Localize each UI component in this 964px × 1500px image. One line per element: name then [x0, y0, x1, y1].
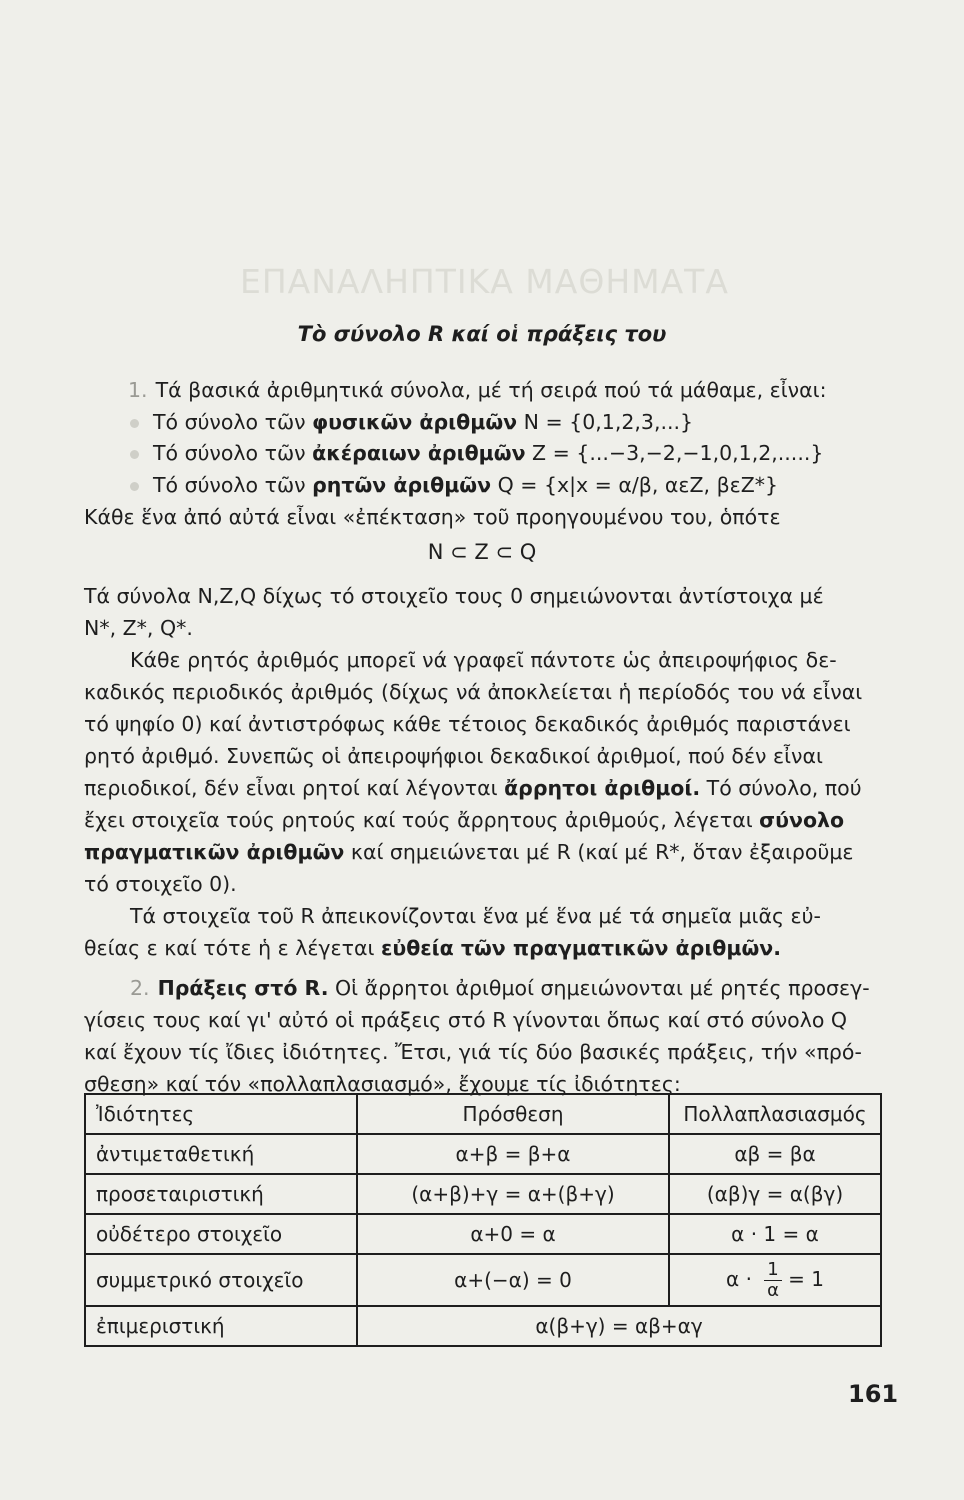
bullet-icon	[130, 482, 139, 491]
paragraph-line: πραγματικῶν ἀριθμῶν καί σημειώνεται μέ R (καί μέ R*, ὅταν ἐξαιροῦμε	[84, 840, 854, 864]
table-header-row	[85, 1094, 881, 1134]
term-irrational: ἄρρητοι ἀριθμοί.	[504, 776, 701, 800]
page-number: 161	[848, 1380, 899, 1408]
header-addition: Πρόσθεση	[357, 1094, 669, 1134]
multiplication-cell: (αβ)γ = α(βγ)	[669, 1174, 881, 1214]
section1-number: 1.	[128, 378, 148, 402]
table-row	[85, 1306, 881, 1346]
paragraph-line: Τά στοιχεῖα τοῦ R ἀπεικονίζονται ἕνα μέ ἕνα μέ τά σημεῖα μιᾶς εὐ-	[130, 904, 821, 928]
addition-cell: α+0 = α	[357, 1214, 669, 1254]
multiplication-cell: α · 1 = α	[669, 1214, 881, 1254]
table-row	[85, 1174, 881, 1214]
property-name: οὐδέτερο στοιχεῖο	[85, 1214, 357, 1254]
bullet-rationals: Τό σύνολο τῶν ρητῶν ἀριθμῶν Q = {x|x = α/β, αεZ, βεZ*}	[130, 473, 778, 497]
bullet-integers: Τό σύνολο τῶν ἀκέραιων ἀριθμῶν Z = {...−3,−2,−1,0,1,2,.....}	[130, 441, 823, 465]
paragraph-line: καδικός περιοδικός ἀριθμός (δίχως νά ἀποκλείεται ἡ περίοδός του νά εἶναι	[84, 680, 863, 704]
paragraph-line: περιοδικοί, δέν εἶναι ρητοί καί λέγονται ἄρρητοι ἀριθμοί. Τό σύνολο, πού	[84, 776, 862, 800]
paragraph-line: τό ψηφίο 0) καί ἀντιστρόφως κάθε τέτοιος δεκαδικός ἀριθμός παριστάνει	[84, 712, 851, 736]
term-real-numbers: πραγματικῶν ἀριθμῶν	[84, 840, 345, 864]
section2-heading-line: 2. Πράξεις στό R. Οἱ ἄρρητοι ἀριθμοί σημειώνονται μέ ρητές προσεγ-	[130, 976, 870, 1000]
property-name: ἀντιμεταθετική	[85, 1134, 357, 1174]
property-name: ἐπιμεριστική	[85, 1306, 357, 1346]
addition-cell: α+(−α) = 0	[357, 1254, 669, 1306]
paragraph-line: N*, Z*, Q*.	[84, 616, 193, 640]
header-multiplication: Πολλαπλασιασμός	[669, 1094, 881, 1134]
property-name: προσεταιριστική	[85, 1174, 357, 1214]
section1-intro: 1. Τά βασικά ἀριθμητικά σύνολα, μέ τή σειρά πού τά μάθαμε, εἶναι:	[128, 378, 827, 402]
extension-text: Κάθε ἕνα ἀπό αὐτά εἶναι «ἐπέκταση» τοῦ προηγουμένου του, ὁπότε	[84, 505, 781, 529]
fraction: $\frac{1}{\alpha}$	[764, 1261, 781, 1300]
paragraph-line: θείας ε καί τότε ἡ ε λέγεται εὐθεία τῶν πραγματικῶν ἀριθμῶν.	[84, 936, 782, 960]
property-name: συμμετρικό στοιχεῖο	[85, 1254, 357, 1306]
paragraph-line: ρητό ἀριθμό. Συνεπῶς οἱ ἀπειροψήφιοι δεκαδικοί ἀριθμοί, πού δέν εἶναι	[84, 744, 823, 768]
paragraph-line: τό στοιχεῖο 0).	[84, 872, 237, 896]
addition-cell: α+β = β+α	[357, 1134, 669, 1174]
multiplication-cell: αβ = βα	[669, 1134, 881, 1174]
multiplication-cell: α · $\frac{1}{\alpha}$ = 1	[669, 1254, 881, 1306]
properties-table	[84, 1093, 882, 1347]
table-row	[85, 1254, 881, 1306]
section2-heading: Πράξεις στό R.	[157, 976, 329, 1000]
paragraph-line: Τά σύνολα N,Z,Q δίχως τό στοιχεῖο τους 0 σημειώνονται ἀντίστοιχα μέ	[84, 584, 824, 608]
addition-cell: (α+β)+γ = α+(β+γ)	[357, 1174, 669, 1214]
paragraph-line: γίσεις τους καί γι' αὐτό οἱ πράξεις στό R γίνονται ὅπως καί στό σύνολο Q	[84, 1008, 848, 1032]
header-properties: Ἰδιότητες	[85, 1094, 357, 1134]
chapter-banner: ΕΠΑΝΑΛΗΠΤΙΚΑ ΜΑΘΗΜΑΤΑ	[240, 262, 729, 301]
term-real-line: εὐθεία τῶν πραγματικῶν ἀριθμῶν.	[380, 936, 782, 960]
inclusion-formula: N ⊂ Z ⊂ Q	[427, 540, 537, 564]
section2-number: 2.	[130, 976, 150, 1000]
section-subtitle: Τὸ σύνολο R καί οἱ πράξεις του	[297, 322, 667, 346]
bullet-icon	[130, 419, 139, 428]
bullet-natural-numbers: Τό σύνολο τῶν φυσικῶν ἀριθμῶν N = {0,1,2,3,...}	[130, 410, 693, 434]
table-row	[85, 1214, 881, 1254]
bullet-icon	[130, 450, 139, 459]
paragraph-line: σθεση» καί τόν «πολλαπλασιασμό», ἔχουμε τίς ἰδιότητες:	[84, 1072, 681, 1096]
paragraph-line: καί ἔχουν τίς ἴδιες ἰδιότητες. Ἔτσι, γιά τίς δύο βασικές πράξεις, τήν «πρό-	[84, 1040, 862, 1064]
table-row	[85, 1134, 881, 1174]
paragraph-line: ἔχει στοιχεῖα τούς ρητούς καί τούς ἄρρητους ἀριθμούς, λέγεται σύνολο	[84, 808, 845, 832]
distributive-cell: α(β+γ) = αβ+αγ	[357, 1306, 881, 1346]
paragraph-line: Κάθε ρητός ἀριθμός μπορεῖ νά γραφεῖ πάντοτε ὡς ἀπειροψήφιος δε-	[130, 648, 837, 672]
